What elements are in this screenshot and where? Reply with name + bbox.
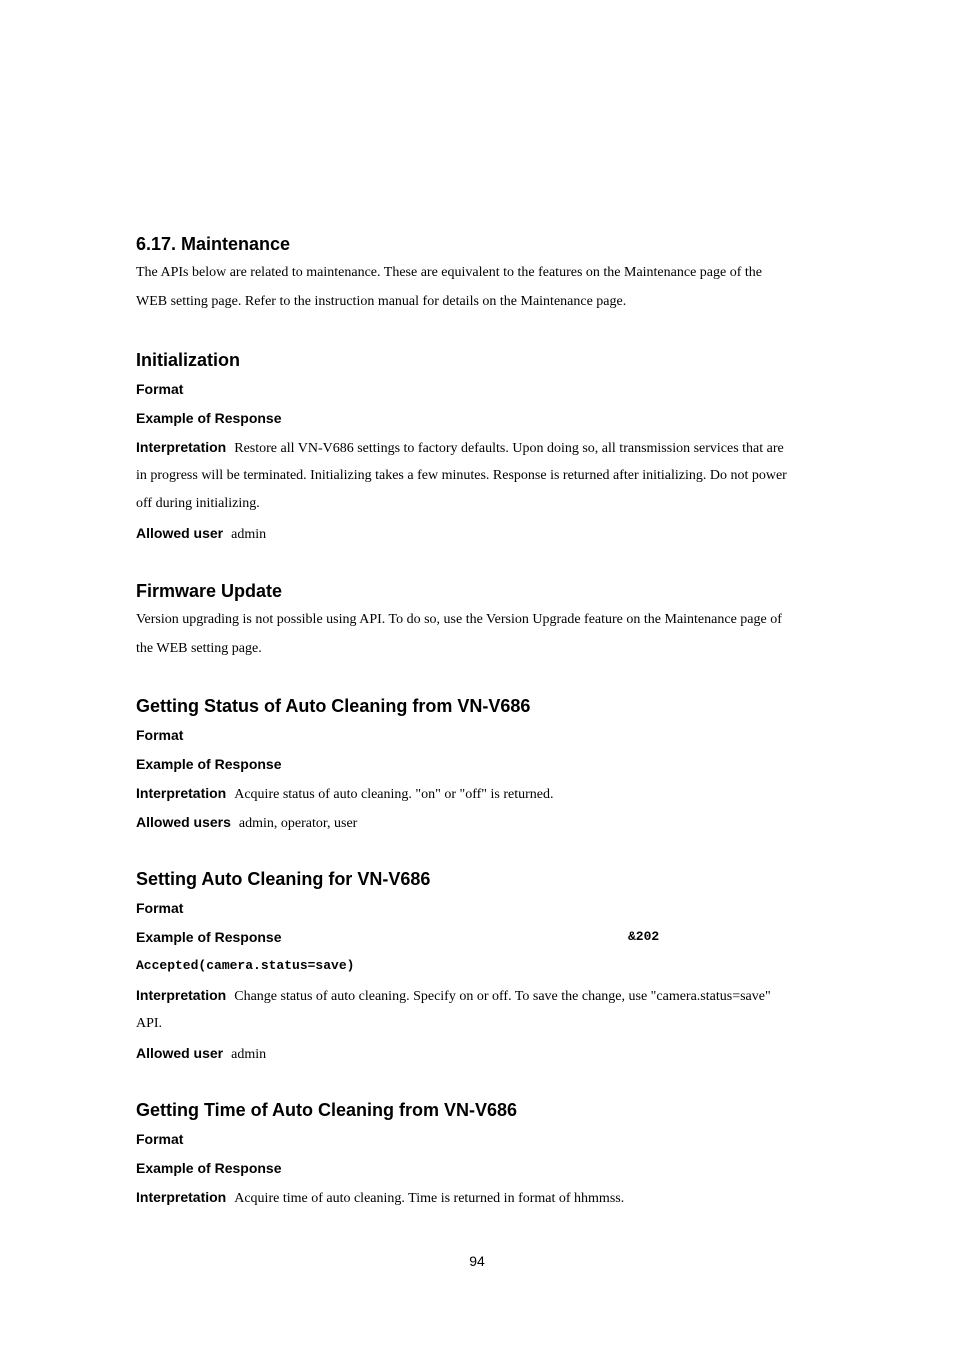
set-auto-cleaning-interpretation bbox=[136, 987, 816, 1005]
initialization-format-label: Format bbox=[136, 381, 184, 397]
status-auto-cleaning-format-label: Format bbox=[136, 727, 184, 743]
status-auto-cleaning-interpretation bbox=[136, 785, 816, 803]
set-auto-cleaning-example-code-1: &202 bbox=[628, 929, 660, 944]
status-auto-cleaning-example-label: Example of Response bbox=[136, 756, 282, 772]
status-auto-cleaning-allowed-users-value: admin, operator, user bbox=[238, 816, 358, 831]
initialization-interpretation-text-1: Restore all VN-V686 settings to factory defaults. Upon doing so, all transmission services that are bbox=[234, 441, 784, 456]
time-auto-cleaning-interpretation-text: Acquire time of auto cleaning. Time is returned in format of hhmmss. bbox=[234, 1191, 625, 1206]
status-auto-cleaning-interpretation-text: Acquire status of auto cleaning. "on" or "off" is returned. bbox=[234, 787, 554, 802]
initialization-heading: Initialization bbox=[136, 350, 241, 370]
initialization-interpretation-text-2: in progress will be terminated. Initializing takes a few minutes. Response is returned after initializing. Do not power bbox=[136, 468, 787, 483]
initialization-example-label: Example of Response bbox=[136, 410, 282, 426]
initialization-allowed-user-value: admin bbox=[231, 527, 267, 542]
set-auto-cleaning-heading: Setting Auto Cleaning for VN-V686 bbox=[136, 869, 431, 889]
firmware-update-heading: Firmware Update bbox=[136, 581, 283, 601]
firmware-update-text-1: Version upgrading is not possible using API. To do so, use the Version Upgrade feature on the Maintenance page of bbox=[136, 612, 782, 627]
set-auto-cleaning-interpretation-text-1: Change status of auto cleaning. Specify on or off. To save the change, use "camera.status=save" bbox=[234, 989, 771, 1004]
section-intro-line-2: WEB setting page. Refer to the instruction manual for details on the Maintenance page. bbox=[136, 294, 627, 309]
set-auto-cleaning-example-code-2: Accepted(camera.status=save) bbox=[136, 958, 355, 973]
firmware-update-text-2: the WEB setting page. bbox=[136, 641, 262, 656]
page-number: 94 bbox=[469, 1253, 485, 1269]
set-auto-cleaning-allowed-user-value: admin bbox=[231, 1047, 267, 1062]
interpretation-label: Interpretation bbox=[136, 785, 227, 801]
allowed-user-label: Allowed user bbox=[136, 525, 224, 541]
status-auto-cleaning-allowed-users bbox=[136, 814, 816, 832]
initialization-allowed-user bbox=[136, 525, 816, 543]
set-auto-cleaning-example-label: Example of Response bbox=[136, 929, 282, 945]
status-auto-cleaning-heading: Getting Status of Auto Cleaning from VN-V686 bbox=[136, 696, 531, 716]
allowed-user-label: Allowed user bbox=[136, 1045, 224, 1061]
interpretation-label: Interpretation bbox=[136, 1189, 227, 1205]
allowed-users-label: Allowed users bbox=[136, 814, 231, 830]
set-auto-cleaning-interpretation-text-2: API. bbox=[136, 1016, 163, 1031]
time-auto-cleaning-heading: Getting Time of Auto Cleaning from VN-V686 bbox=[136, 1100, 518, 1120]
time-auto-cleaning-format-label: Format bbox=[136, 1131, 184, 1147]
set-auto-cleaning-allowed-user bbox=[136, 1045, 816, 1063]
section-title: 6.17. Maintenance bbox=[136, 234, 291, 254]
time-auto-cleaning-interpretation bbox=[136, 1189, 816, 1207]
initialization-interpretation bbox=[136, 439, 816, 457]
interpretation-label: Interpretation bbox=[136, 439, 227, 455]
initialization-interpretation-text-3: off during initializing. bbox=[136, 496, 260, 511]
set-auto-cleaning-format-label: Format bbox=[136, 900, 184, 916]
section-intro-line-1: The APIs below are related to maintenance. These are equivalent to the features on the Maintenance page of the bbox=[136, 265, 762, 280]
interpretation-label: Interpretation bbox=[136, 987, 227, 1003]
time-auto-cleaning-example-label: Example of Response bbox=[136, 1160, 282, 1176]
